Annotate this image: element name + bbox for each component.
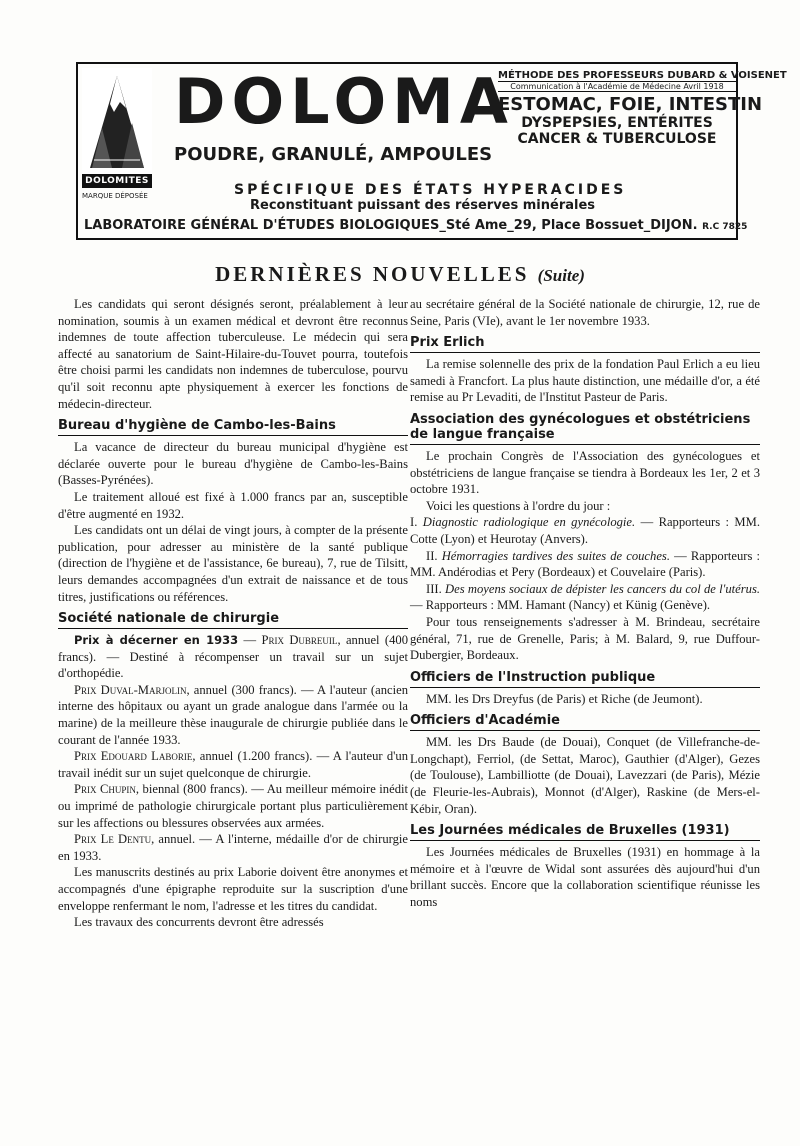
heading-bruxelles: Les Journées médicales de Bruxelles (1931) <box>410 823 760 841</box>
page-title <box>0 262 800 287</box>
intro-paragraph: Les candidats qui seront désignés seront, préalablement à leur nomination, soumis à un examen médical et devront être reconnus indemnes de toute affection tuberculeuse. Le médecin qui sera affecté au sanatorium de Saint-Hilaire-du-Touvet pourra, toutefois être choisi parmi les candidats non indemnes de tuberculose, pourvu qu'il soit reconnu apte physiquement à exercer les fonctions de médecin-directeur. <box>58 297 408 411</box>
diseases-line-1: DYSPEPSIES, ENTÉRITES <box>521 115 713 131</box>
gyn-paragraph-1: Le prochain Congrès de l'Association des gynécologues et obstétriciens de langue française se tiendra à Bordeaux les 1er, 2 et 3 octobre 1931. <box>410 448 760 497</box>
question-3-rest: — Rapporteurs : MM. Hamant (Nancy) et Künig (Genève). <box>410 598 711 613</box>
heading-cambo: Bureau d'hygiène de Cambo-les-Bains <box>58 418 408 436</box>
heading-erlich: Prix Erlich <box>410 335 760 353</box>
prize-dentu-name: Prix Le Dentu <box>74 832 152 847</box>
question-3-number: III. <box>426 581 442 596</box>
laboratory-address: LABORATOIRE GÉNÉRAL D'ÉTUDES BIOLOGIQUES_Sté Ame_29, Place Bossuet_DIJON. <box>84 218 698 233</box>
product-forms: POUDRE, GRANULÉ, AMPOULES <box>174 144 493 165</box>
title-main: DERNIÈRES NOUVELLES <box>215 262 530 286</box>
prize-chupin-name: Prix Chupin <box>74 782 136 797</box>
prize-dentu <box>58 831 408 864</box>
specific-line: SPÉCIFIQUE DES ÉTATS HYPERACIDES <box>234 182 627 198</box>
doloma-advertisement <box>76 62 787 240</box>
erlich-paragraph: La remise solennelle des prix de la fondation Paul Erlich a eu lieu samedi à Francfort. La plus haute distinction, une médaille d'or, a été remise au Pr Levaditi, de l'Institut Pasteur de Paris. <box>410 357 760 405</box>
organs-line: ESTOMAC, FOIE, INTESTIN <box>498 94 763 115</box>
prize-chupin-text: , biennal (800 francs). — Au meilleur mémoire inédit ou imprimé de pathologie chirurgicale portant plus particulièrement sur les affections ou blessures observées aux armées. <box>58 782 408 830</box>
dolomites-label: DOLOMITES <box>82 174 152 188</box>
prize-dentu-text: , annuel. — A l'interne, médaille d'or de chirurgie en 1933. <box>58 832 408 863</box>
bruxelles-paragraph: Les Journées médicales de Bruxelles (1931) en hommage à la mémoire et à l'œuvre de Widal sont assurées dès aujourd'hui d'un brillant succès. Encore que la collaboration scientifique réunisse les noms <box>410 845 760 910</box>
prize-duval-text: , annuel (300 francs). — A l'auteur (ancien interne des hôpitaux ou ayant un grade analogue dans l'armée ou la marine) de la meilleure thèse inaugurale de chirurgie publiée dans le courant de l'année 1933. <box>58 682 408 747</box>
mountain-logo-icon <box>82 68 152 174</box>
heading-gynecologues: Association des gynécologues et obstétriciens de langue française <box>410 412 760 445</box>
communication-line: Communication à l'Académie de Médecine Avril 1918 <box>498 82 736 92</box>
prize-dubreuil-text: , annuel (400 francs). — Destiné à récompenser un travail sur un sujet d'orthopédie. <box>58 633 408 681</box>
heading-instruction-publique: Officiers de l'Instruction publique <box>410 670 760 688</box>
brand-name: DOLOMA <box>174 65 514 138</box>
question-2-rest: — Rapporteurs : MM. Andérodias et Pery (Bordeaux) et Couvelaire (Paris). <box>410 548 760 580</box>
prize-laborie-text: , annuel (1.200 francs). — A l'auteur d'un travail inédit sur un sujet quelconque de chirurgie. <box>58 749 409 780</box>
reconstituant-line: Reconstituant puissant des réserves minérales <box>250 198 596 213</box>
question-1-number: I. <box>410 515 418 530</box>
gyn-paragraph-2: Voici les questions à l'ordre du jour : <box>426 498 611 513</box>
question-3-title: Des moyens sociaux de dépister les cancers du col de l'utérus. <box>445 581 760 596</box>
continued-paragraph: au secrétaire général de la Société nationale de chirurgie, 12, rue de Seine, Paris (VIe), avant le 1er novembre 1933. <box>410 297 760 328</box>
laboratory-line <box>84 218 747 233</box>
instruction-paragraph: MM. les Drs Dreyfus (de Paris) et Riche (de Jeumont). <box>426 691 703 706</box>
question-2-number: II. <box>426 548 438 563</box>
heading-academie: Officiers d'Académie <box>410 713 760 731</box>
question-3 <box>410 581 760 614</box>
prize-duval <box>58 682 408 748</box>
question-2 <box>410 548 760 581</box>
gyn-paragraph-3: Pour tous renseignements s'adresser à M. Brindeau, secrétaire général, 71, rue de Grenelle, Paris; à M. Balard, 9, rue Duffour-Dubergier, Bordeaux. <box>410 614 760 663</box>
academie-paragraph: MM. les Drs Baude (de Douai), Conquet (de Villefranche-de-Longchapt), Ferriol, (de Settat, Maroc), Gauthier (d'Alger), Gezes (de Toulouse), Lambilliotte (de Douai), Lavezzari (de Paris), Mézie (de Fleurie-les-Aubrais), Monnot (d'Alger), Raskine (de Mers-el-Kébir, Oran). <box>410 735 760 816</box>
question-1 <box>410 514 760 547</box>
prize-laborie <box>58 748 408 781</box>
prize-dubreuil: Prix à décerner en 1933 — Prix Dubreuil, annuel (400 francs). — Destiné à récompenser un travail sur un sujet d'orthopédie. <box>58 633 408 681</box>
trademark-label: MARQUE DÉPOSÉE <box>82 192 148 200</box>
prize-dubreuil-name: Prix Dubreuil <box>261 633 338 648</box>
manuscripts-paragraph: Les manuscrits destinés au prix Laborie doivent être anonymes et accompagnés d'une épigraphe reproduite sur la suscription d'une enveloppe renfermant le nom, l'adresse et les titres du candidat. <box>58 865 408 913</box>
title-suffix: (Suite) <box>537 266 585 285</box>
method-line: MÉTHODE DES PROFESSEURS DUBARD & VOISENET <box>498 70 787 81</box>
rc-number: R.C 7825 <box>702 222 748 232</box>
cambo-paragraph-2: Le traitement alloué est fixé à 1.000 francs par an, susceptible d'être augmenté en 1932. <box>58 489 408 521</box>
heading-chirurgie: Société nationale de chirurgie <box>58 611 408 629</box>
question-1-rest: — Rapporteurs : MM. Cotte (Lyon) et Heurotay (Anvers). <box>410 515 760 546</box>
right-column <box>410 296 760 911</box>
diseases-line-2: CANCER & TUBERCULOSE <box>517 131 717 147</box>
cambo-paragraph-1: La vacance de directeur du bureau municipal d'hygiène est déclarée ouverte pour le bureau d'hygiène de Cambo-les-Bains (Basses-Pyrénées). <box>58 440 408 488</box>
question-2-title: Hémorragies tardives des suites de couches. <box>441 548 670 563</box>
cambo-paragraph-3: Les candidats ont un délai de vingt jours, à compter de la présente publication, pour adresser au ministère de la santé publique (direction de l'hygiène et de l'assistance, 6e bureau), 7, rue de Tilsitt, leurs demandes accompagnées d'un extrait de naissance et de tous titres, justifications ou références. <box>58 523 408 604</box>
prize-duval-name: Prix Duval-Marjolin <box>74 682 187 697</box>
indications-box <box>498 70 787 147</box>
prize-laborie-name: Prix Edouard Laborie <box>74 749 193 764</box>
works-paragraph: Les travaux des concurrents devront être adressés <box>74 915 324 930</box>
question-1-title: Diagnostic radiologique en gynécologie. <box>422 515 636 530</box>
left-column <box>58 296 408 931</box>
prize-chupin <box>58 781 408 831</box>
prize-heading: Prix à décerner en 1933 <box>74 633 239 648</box>
